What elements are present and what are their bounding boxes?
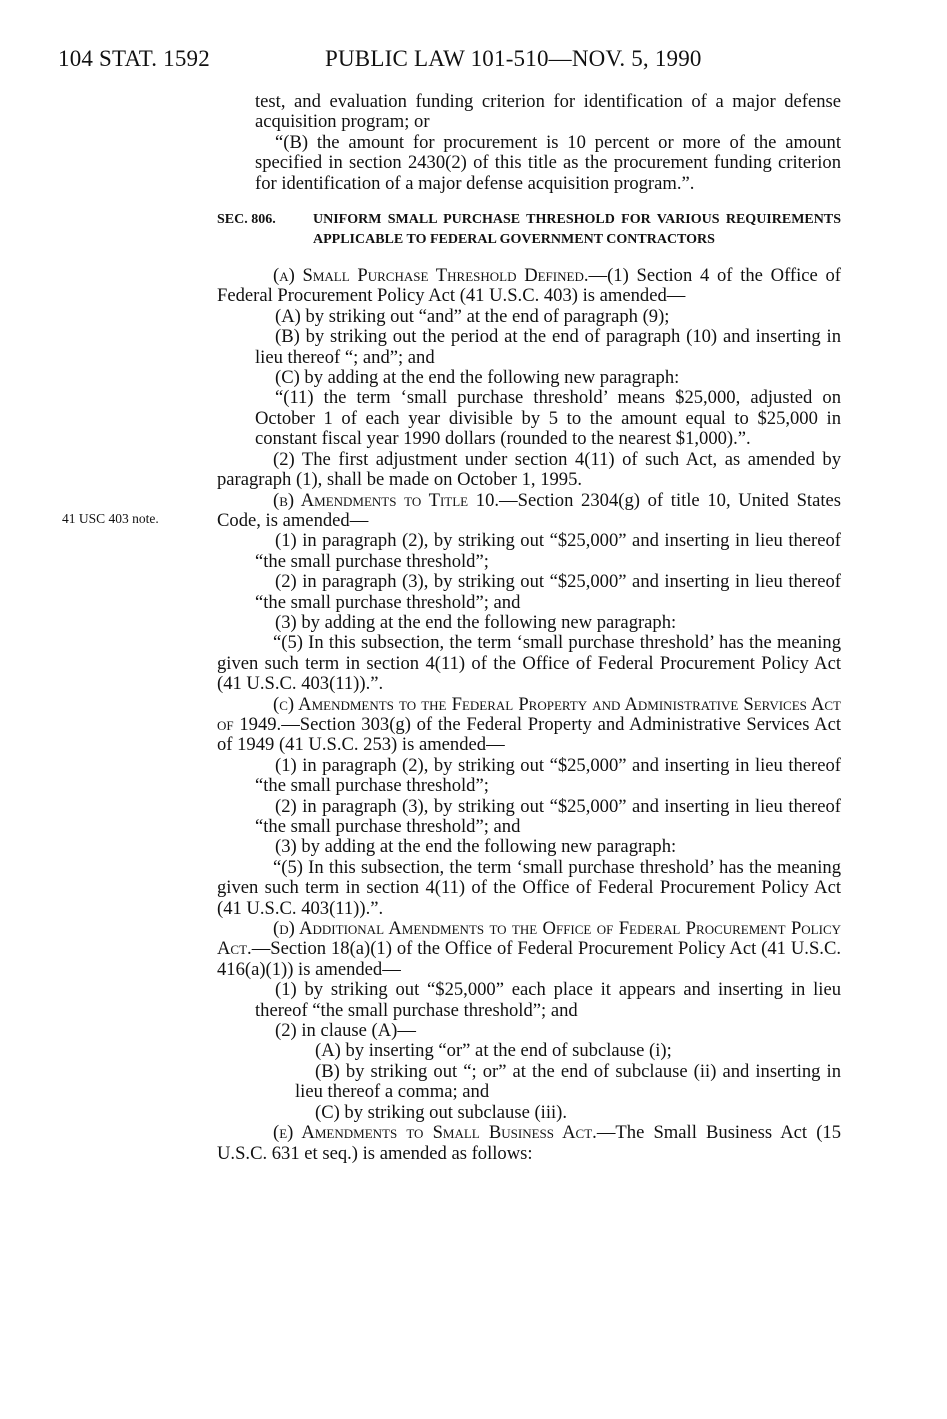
subsection-heading: (c) Amendments to the Federal Property and Administrative Services Act of 1949. (217, 693, 841, 735)
continued-paragraph: “(B) the amount for procurement is 10 percent or more of the amount specified in section 2430(2) of this title as the procurement funding criterion for identification of a major defense acquisition program.”. (255, 131, 841, 194)
section-number: SEC. 806. (217, 212, 276, 228)
paragraph: (1) in paragraph (2), by striking out “$25,000” and inserting in lieu thereof “the small purchase threshold”; (255, 530, 841, 572)
clause: (A) by inserting “or” at the end of subclause (i); (315, 1040, 672, 1062)
paragraph: (2) in paragraph (3), by striking out “$25,000” and inserting in lieu thereof “the small purchase threshold”; and (255, 795, 841, 837)
paragraph: (1) by striking out “$25,000” each place it appears and inserting in lieu thereof “the small purchase threshold”; and (255, 979, 841, 1021)
running-header: PUBLIC LAW 101-510—NOV. 5, 1990 (325, 46, 702, 71)
clause: (C) by striking out subclause (iii). (315, 1101, 568, 1123)
paragraph: (C) by adding at the end the following new paragraph: (275, 367, 680, 389)
section-heading (217, 210, 841, 250)
subsection-c: (c) Amendments to the Federal Property and Administrative Services Act of 1949.—Section 303(g) of the Federal Property and Administrative Services Act of 1949 (41 U.S.C. 253) is amended— (217, 693, 841, 756)
law-text (217, 92, 841, 1164)
quoted-paragraph: “(5) In this subsection, the term ‘small purchase threshold’ has the meaning given such term in section 4(11) of the Office of Federal Procurement Policy Act (41 U.S.C. 403(11)).”. (217, 632, 841, 695)
page-reference: 104 STAT. 1592 (58, 46, 210, 71)
paragraph: (3) by adding at the end the following new paragraph: (275, 836, 677, 858)
section-title: UNIFORM SMALL PURCHASE THRESHOLD FOR VARIOUS REQUIREMENTS APPLICABLE TO FEDERAL GOVERNMENT CONTRACTORS (313, 212, 841, 248)
subsection-heading: (b) Amendments to Title 10. (273, 489, 500, 511)
clause: (B) by striking out “; or” at the end of subclause (ii) and inserting in lieu thereof a comma; and (295, 1060, 841, 1103)
margin-note: 41 USC 403 note. (62, 511, 159, 526)
quoted-paragraph: “(11) the term ‘small purchase threshold’ means $25,000, adjusted on October 1 of each year divisible by 5 to the amount equal to $25,000 in constant fiscal year 1990 dollars (rounded to the nearest $1,000).”. (255, 387, 841, 450)
paragraph: (1) in paragraph (2), by striking out “$25,000” and inserting in lieu thereof “the small purchase threshold”; (255, 754, 841, 797)
subsection-d: (d) Additional Amendments to the Office of Federal Procurement Policy Act.—Section 18(a)(1) of the Office of Federal Procurement Policy Act (41 U.S.C. 416(a)(1)) is amended— (217, 918, 841, 980)
paragraph: (A) by striking out “and” at the end of paragraph (9); (275, 305, 670, 327)
paragraph: (2) in clause (A)— (275, 1020, 416, 1042)
subsection-heading: (e) Amendments to Small Business Act. (273, 1122, 597, 1144)
paragraph: (2) The first adjustment under section 4(11) of such Act, as amended by paragraph (1), shall be made on October 1, 1995. (217, 448, 841, 491)
subsection-heading: (d) Additional Amendments to the Office of Federal Procurement Policy Act. (217, 918, 841, 960)
paragraph: (B) by striking out the period at the end of paragraph (10) and inserting in lieu thereof “; and”; and (255, 326, 841, 368)
quoted-paragraph: “(5) In this subsection, the term ‘small purchase threshold’ has the meaning given such term in section 4(11) of the Office of Federal Procurement Policy Act (41 U.S.C. 403(11)).”. (217, 856, 841, 919)
subsection-a: (a) Small Purchase Threshold Defined.—(1) Section 4 of the Office of Federal Procurement Policy Act (41 U.S.C. 403) is amended— (217, 265, 841, 307)
paragraph: (3) by adding at the end the following new paragraph: (275, 611, 677, 633)
subsection-heading: (a) Small Purchase Threshold Defined. (273, 265, 589, 287)
continued-paragraph: test, and evaluation funding criterion for identification of a major defense acquisition program; or (255, 91, 841, 133)
paragraph: (2) in paragraph (3), by striking out “$25,000” and inserting in lieu thereof “the small purchase threshold”; and (255, 571, 841, 613)
subsection-b: (b) Amendments to Title 10.—Section 2304(g) of title 10, United States Code, is amended— (217, 489, 841, 531)
subsection-e: (e) Amendments to Small Business Act.—The Small Business Act (15 U.S.C. 631 et seq.) is amended as follows: (217, 1122, 841, 1164)
